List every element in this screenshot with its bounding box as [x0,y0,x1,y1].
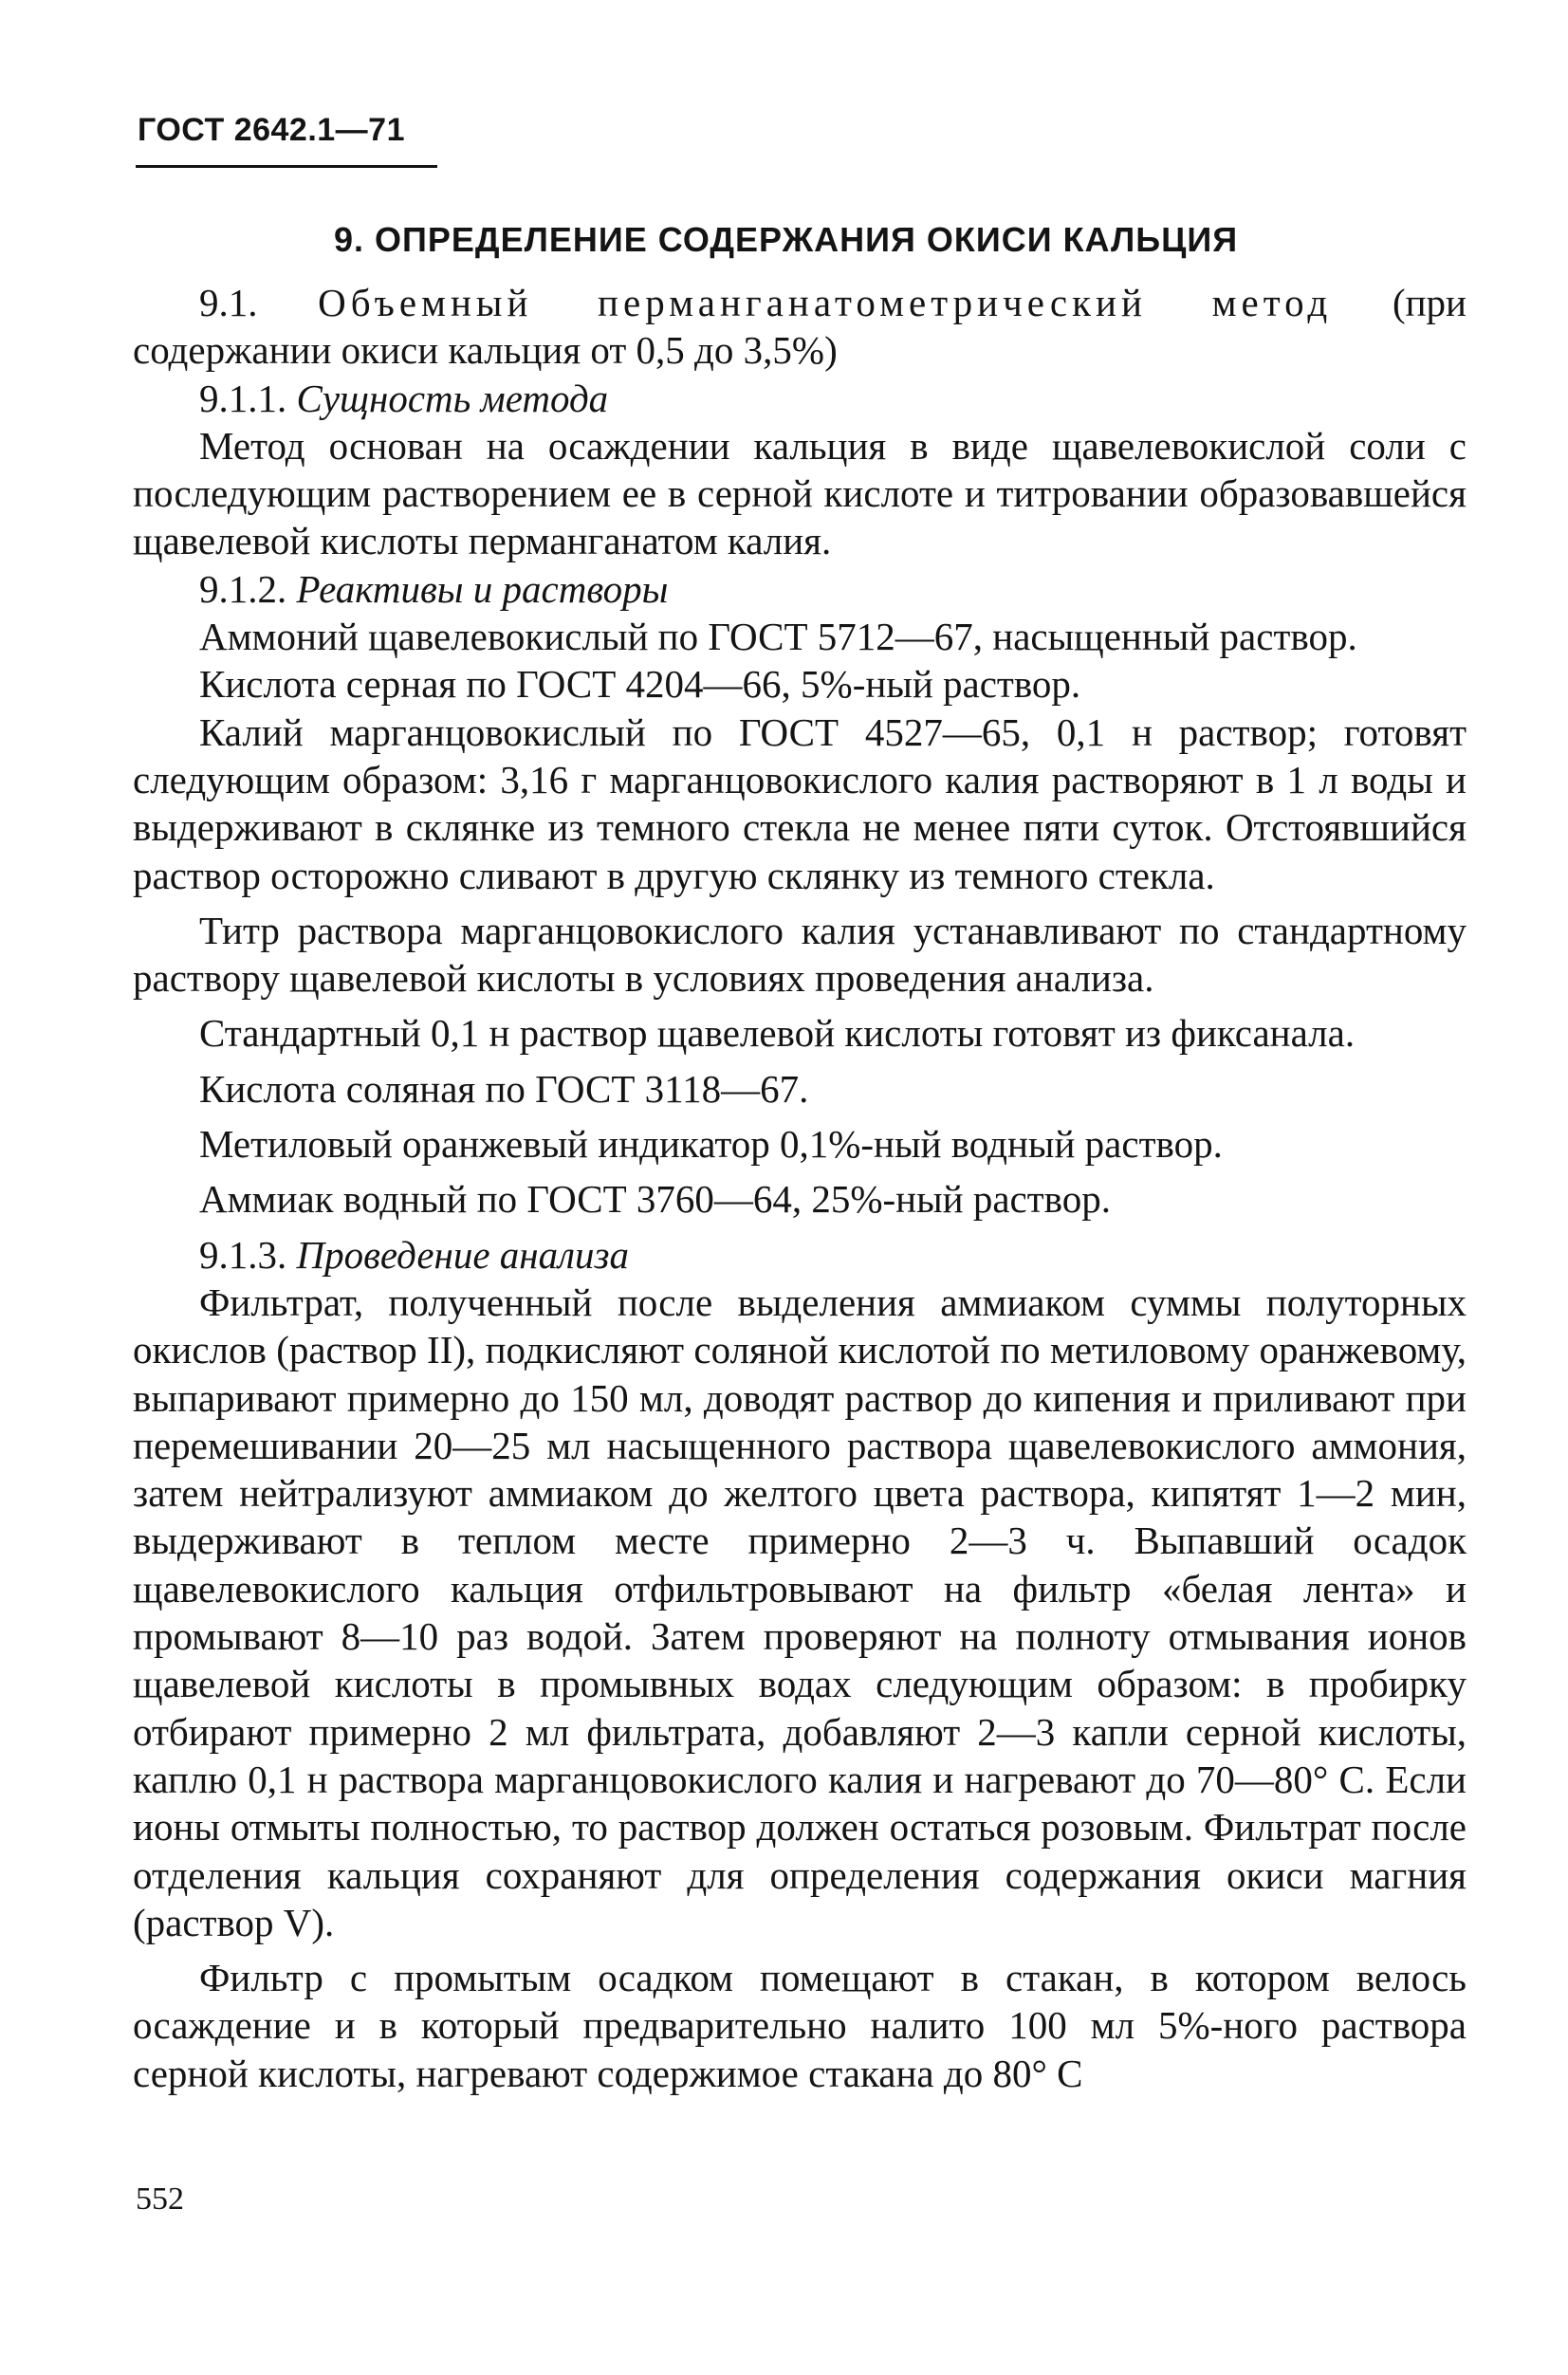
reagents-title: Реактивы и растворы [296,566,669,611]
method-name: Объемный перманганатометрический метод [318,281,1333,324]
essence-number: 9.1.1. [199,376,287,420]
reagent-item: Титр раствора марганцовокислого калия устанавливают по стандартному раствору щавелевой кислоты в условиях проведения анализа. [133,908,1467,1001]
method-condition: (при содержании окиси кальция от 0,5 до 3,5%) [133,281,1467,373]
analysis-heading [133,1231,1467,1279]
page-number: 552 [136,2182,184,2217]
reagent-item: Кислота соляная по ГОСТ 3118—67. [199,1066,809,1111]
reagents-heading [133,565,1467,613]
analysis-paragraph: Фильтрат, полученный после выделения аммиаком суммы полуторных окислов (раствор II), подкисляют соляной кислотой по метиловому оранжевому, выпаривают примерно до 150 мл, доводят раствор до кипения и приливают при перемешивании 20—25 мл насыщенного раствора щавелевокислого аммония, затем нейтрализуют аммиаком до желтого цвета раствора, кипятят 1—2 мин, выдерживают в теплом месте примерно 2—3 ч. Выпавший осадок щавелевокислого кальция отфильтровывают на фильтр «белая лента» и промывают 8—10 раз водой. Затем проверяют на полноту отмывания ионов щавелевой кислоты в промывных водах следующим образом: в пробирку отбирают примерно 2 мл фильтрата, добавляют 2—3 капли серной кислоты, каплю 0,1 н раствора марганцовокислого калия и нагревают до 70—80° С. Если ионы отмыты полностью, то раствор должен остаться розовым. Фильтрат после отделения кальция сохраняют для определения содержания окиси магния (раствор V). [133,1280,1467,1944]
essence-text: Метод основан на осаждении кальция в виде щавелевокислой соли с последующим растворением ее в серной кислоте и титровании образовавшейся щавелевой кислоты перманганатом калия. [133,423,1467,563]
document-body [133,279,1467,2097]
reagent-item: Кислота серная по ГОСТ 4204—66, 5%-ный раствор. [199,662,1081,707]
analysis-paragraph: Фильтр с промытым осадком помещают в стакан, в котором велось осаждение и в который предварительно налито 100 мл 5%-ного раствора серной кислоты, нагревают содержимое стакана до 80° С [133,1956,1467,2095]
analysis-number: 9.1.3. [199,1232,287,1277]
reagent-item: Аммоний щавелевокислый по ГОСТ 5712—67, насыщенный раствор. [199,615,1357,659]
reagents-number: 9.1.2. [199,566,287,611]
section-title: 9. ОПРЕДЕЛЕНИЕ СОДЕРЖАНИЯ ОКИСИ КАЛЬЦИЯ [334,220,1239,259]
document-code-header: ГОСТ 2642.1—71 [138,112,406,148]
essence-heading [133,375,1467,422]
essence-title: Сущность метода [296,376,609,420]
header-divider [136,165,437,168]
reagent-item: Стандартный 0,1 н раствор щавелевой кислоты готовят из фиксанала. [199,1011,1356,1056]
analysis-title: Проведение анализа [296,1232,630,1277]
method-heading [133,279,1467,375]
reagent-item: Калий марганцовокислый по ГОСТ 4527—65, 0,1 н раствор; готовят следующим образом: 3,16 г марганцовокислого калия растворяют в 1 л воды и выдерживают в склянке из темного стекла не менее пяти суток. Отстоявшийся раствор осторожно сливают в другую склянку из темного стекла. [133,709,1467,897]
method-number: 9.1. [199,281,258,324]
reagent-item: Аммиак водный по ГОСТ 3760—64, 25%-ный раствор. [199,1177,1111,1222]
reagent-item: Метиловый оранжевый индикатор 0,1%-ный водный раствор. [199,1122,1223,1167]
